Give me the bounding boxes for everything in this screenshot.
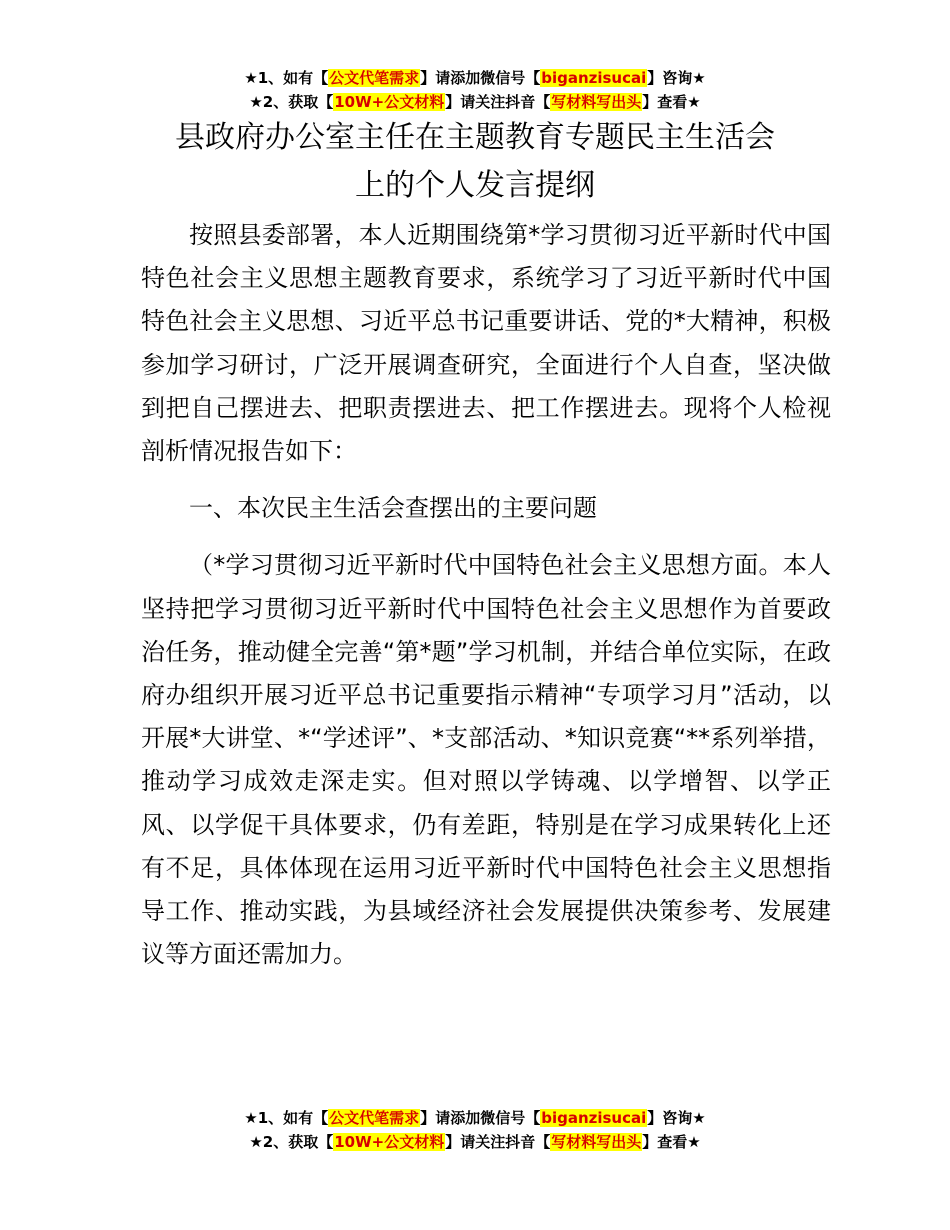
header-banner-line-1 [0, 66, 950, 90]
footer-highlight-wechat-id: biganzisucai [541, 1109, 647, 1127]
document-body [141, 214, 831, 976]
footer-banner-line-2-suffix: 】查看★ [642, 1133, 701, 1151]
section-heading: 一、本次民主生活会查摆出的主要问题 [189, 494, 597, 523]
footer-banner-line-1 [0, 1106, 950, 1130]
header-highlight-douyin: 写材料写出头 [551, 93, 642, 111]
header-highlight-materials: 10W+公文材料 [334, 93, 445, 111]
header-banner-line-2 [0, 90, 950, 114]
header-banner-line-2-mid: 】请关注抖音【 [445, 93, 551, 111]
header-banner-line-1-mid: 】请添加微信号【 [420, 69, 541, 87]
footer-banner-line-2 [0, 1130, 950, 1154]
section-paragraph: （*学习贯彻习近平新时代中国特色社会主义思想方面。本人坚持把学习贯彻习近平新时代中国特色社会主义思想作为首要政治任务，推动健全完善“第*题”学习机制，并结合单位实际，在政府办组织开展习近平总书记重要指示精神“专项学习月”活动，以开展*大讲堂、*“学述评”、*支部活动、*知识竞赛“**系列举措，推动学习成效走深走实。但对照以学铸魂、以学增智、以学正风、以学促干具体要求，仍有差距，特别是在学习成果转化上还有不足，具体体现在运用习近平新时代中国特色社会主义思想指导工作、推动实践，为县域经济社会发展提供决策参考、发展建议等方面还需加力。 [141, 551, 831, 969]
header-banner-line-1-suffix: 】咨询★ [647, 69, 706, 87]
footer-banner-line-1-mid: 】请添加微信号【 [420, 1109, 541, 1127]
header-banner-line-2-suffix: 】查看★ [642, 93, 701, 111]
footer-banner-line-1-suffix: 】咨询★ [647, 1109, 706, 1127]
document-title [0, 114, 950, 210]
footer-highlight-materials: 10W+公文材料 [334, 1133, 445, 1151]
footer-highlight-ghostwriting: 公文代笔需求 [329, 1109, 420, 1127]
footer-highlight-douyin: 写材料写出头 [551, 1133, 642, 1151]
document-title-line-2: 上的个人发言提纲 [355, 168, 595, 203]
header-banner [0, 66, 950, 114]
header-highlight-wechat-id: biganzisucai [541, 69, 647, 87]
header-banner-line-1-prefix: ★1、如有【 [244, 69, 329, 87]
footer-banner-line-2-mid: 】请关注抖音【 [445, 1133, 551, 1151]
header-banner-line-2-prefix: ★2、获取【 [249, 93, 334, 111]
footer-banner-line-1-prefix: ★1、如有【 [244, 1109, 329, 1127]
footer-banner [0, 1106, 950, 1154]
document-title-line-1: 县政府办公室主任在主题教育专题民主生活会 [175, 120, 775, 155]
footer-banner-line-2-prefix: ★2、获取【 [249, 1133, 334, 1151]
header-highlight-ghostwriting: 公文代笔需求 [329, 69, 420, 87]
intro-paragraph: 按照县委部署，本人近期围绕第*学习贯彻习近平新时代中国特色社会主义思想主题教育要求，系统学习了习近平新时代中国特色社会主义思想、习近平总书记重要讲话、党的*大精神，积极参加学习研讨，广泛开展调查研究，全面进行个人自查，坚决做到把自己摆进去、把职责摆进去、把工作摆进去。现将个人检视剖析情况报告如下： [141, 221, 831, 466]
